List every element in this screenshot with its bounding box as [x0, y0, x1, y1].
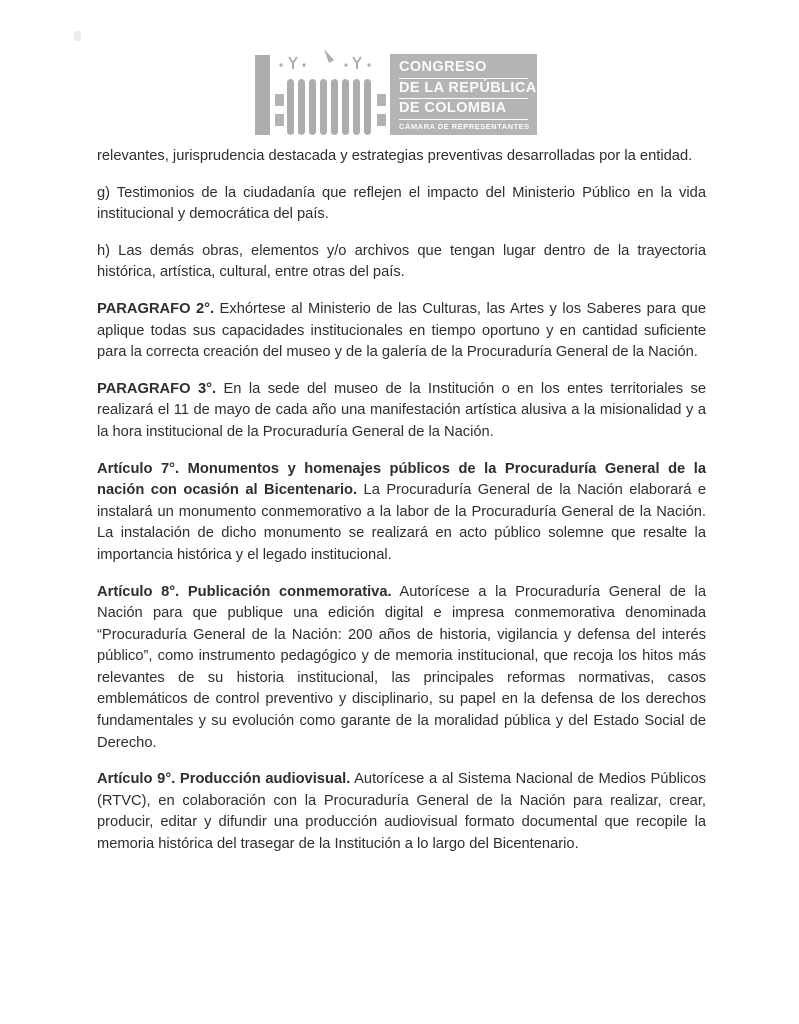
paragraph-text: La Procuraduría General de la Nación elaborará e instalará un monumento conmemorativo a la labor de la Procuraduría General de la Nación. La instalación de dicho monumento se realizará en acto público solemne que resalte la importancia histórica y el legado institucional. — [97, 482, 706, 563]
paragraph-text: Autorícese a la Procuraduría General de la Nación para que publique una edición digital e impresa conmemorativa denominada “Procuraduría General de la Nación: 200 años de historia, vigilancia y defensa del interés público”, como instrumento pedagógico y de memoria institucional, que recoja los hitos más relevantes de su historia institucional, las principales reformas normativas, casos emblemáticos de control preventivo y disciplinario, su papel en la defensa de los derechos fundamentales y su evolución como garante de la moralidad pública y del Estado Social de Derecho. — [97, 583, 706, 751]
scan-artifact-mark — [74, 31, 81, 41]
paragraph-lead: Artículo 7°. Monumentos y homenajes públicos de la Procuraduría General de la nación con ocasión al Bicentenario. — [97, 460, 706, 499]
logo-line-republica: DE LA REPÚBLICA — [399, 80, 528, 100]
paragraph-lead: PARAGRAFO 2°. — [97, 300, 215, 317]
capitol-columns-icon — [254, 47, 390, 135]
paragraph-lead: PARAGRAFO 3°. — [97, 380, 217, 397]
logo-line-camara: CÁMARA DE REPRESENTANTES — [399, 121, 530, 131]
paragraph-articulo-9 — [97, 769, 706, 855]
document-body — [97, 146, 706, 856]
paragraph-lead: Artículo 8°. Publicación conmemorativa. — [97, 583, 392, 600]
paragraph-literal-h — [97, 241, 706, 284]
paragraph-articulo-8 — [97, 582, 706, 755]
logo-line-congreso: CONGRESO — [399, 59, 528, 79]
paragraph-text: h) Las demás obras, elementos y/o archivos que tengan lugar dentro de la trayectoria histórica, artística, cultural, entre otras del país. — [97, 242, 706, 281]
paragraph-text: Autorícese a al Sistema Nacional de Medios Públicos (RTVC), en colaboración con la Procuraduría General de la Nación para realizar, crear, producir, editar y difundir una producción audiovisual formato documental que recopile la memoria histórica del trasegar de la Institución a lo largo del Bicentenario. — [97, 771, 706, 853]
logo-line-colombia: DE COLOMBIA — [399, 100, 528, 120]
paragraph-text: En la sede del museo de la Institución o en los entes territoriales se realizará el 11 de mayo de cada año una manifestación artística alusiva a la misionalidad y a la hora institucional de la Procuraduría General de la Nación. — [97, 380, 706, 440]
paragraph-text: Exhórtese al Ministerio de las Culturas, las Artes y los Saberes para que aplique todas sus capacidades institucionales en tiempo oportuno y en cantidad suficiente para la correcta creación del museo y de la galería de la Procuraduría General de la Nación. — [97, 300, 707, 361]
paragraph-relevantes — [97, 146, 706, 168]
paragraph-text: g) Testimonios de la ciudadanía que reflejen el impacto del Ministerio Público en la vida institucional y democrática del país. — [97, 184, 706, 223]
paragraph-literal-g — [97, 183, 706, 226]
paragraph-text: relevantes, jurisprudencia destacada y estrategias preventivas desarrolladas por la entidad. — [97, 148, 693, 164]
paragraph-articulo-7 — [97, 459, 706, 567]
paragraph-lead: Artículo 9°. Producción audiovisual. — [97, 771, 351, 788]
congress-logo-textbox — [390, 54, 537, 135]
paragraph-paragrafo-3 — [97, 379, 706, 444]
congress-logo — [254, 47, 537, 135]
paragraph-paragrafo-2 — [97, 299, 706, 364]
